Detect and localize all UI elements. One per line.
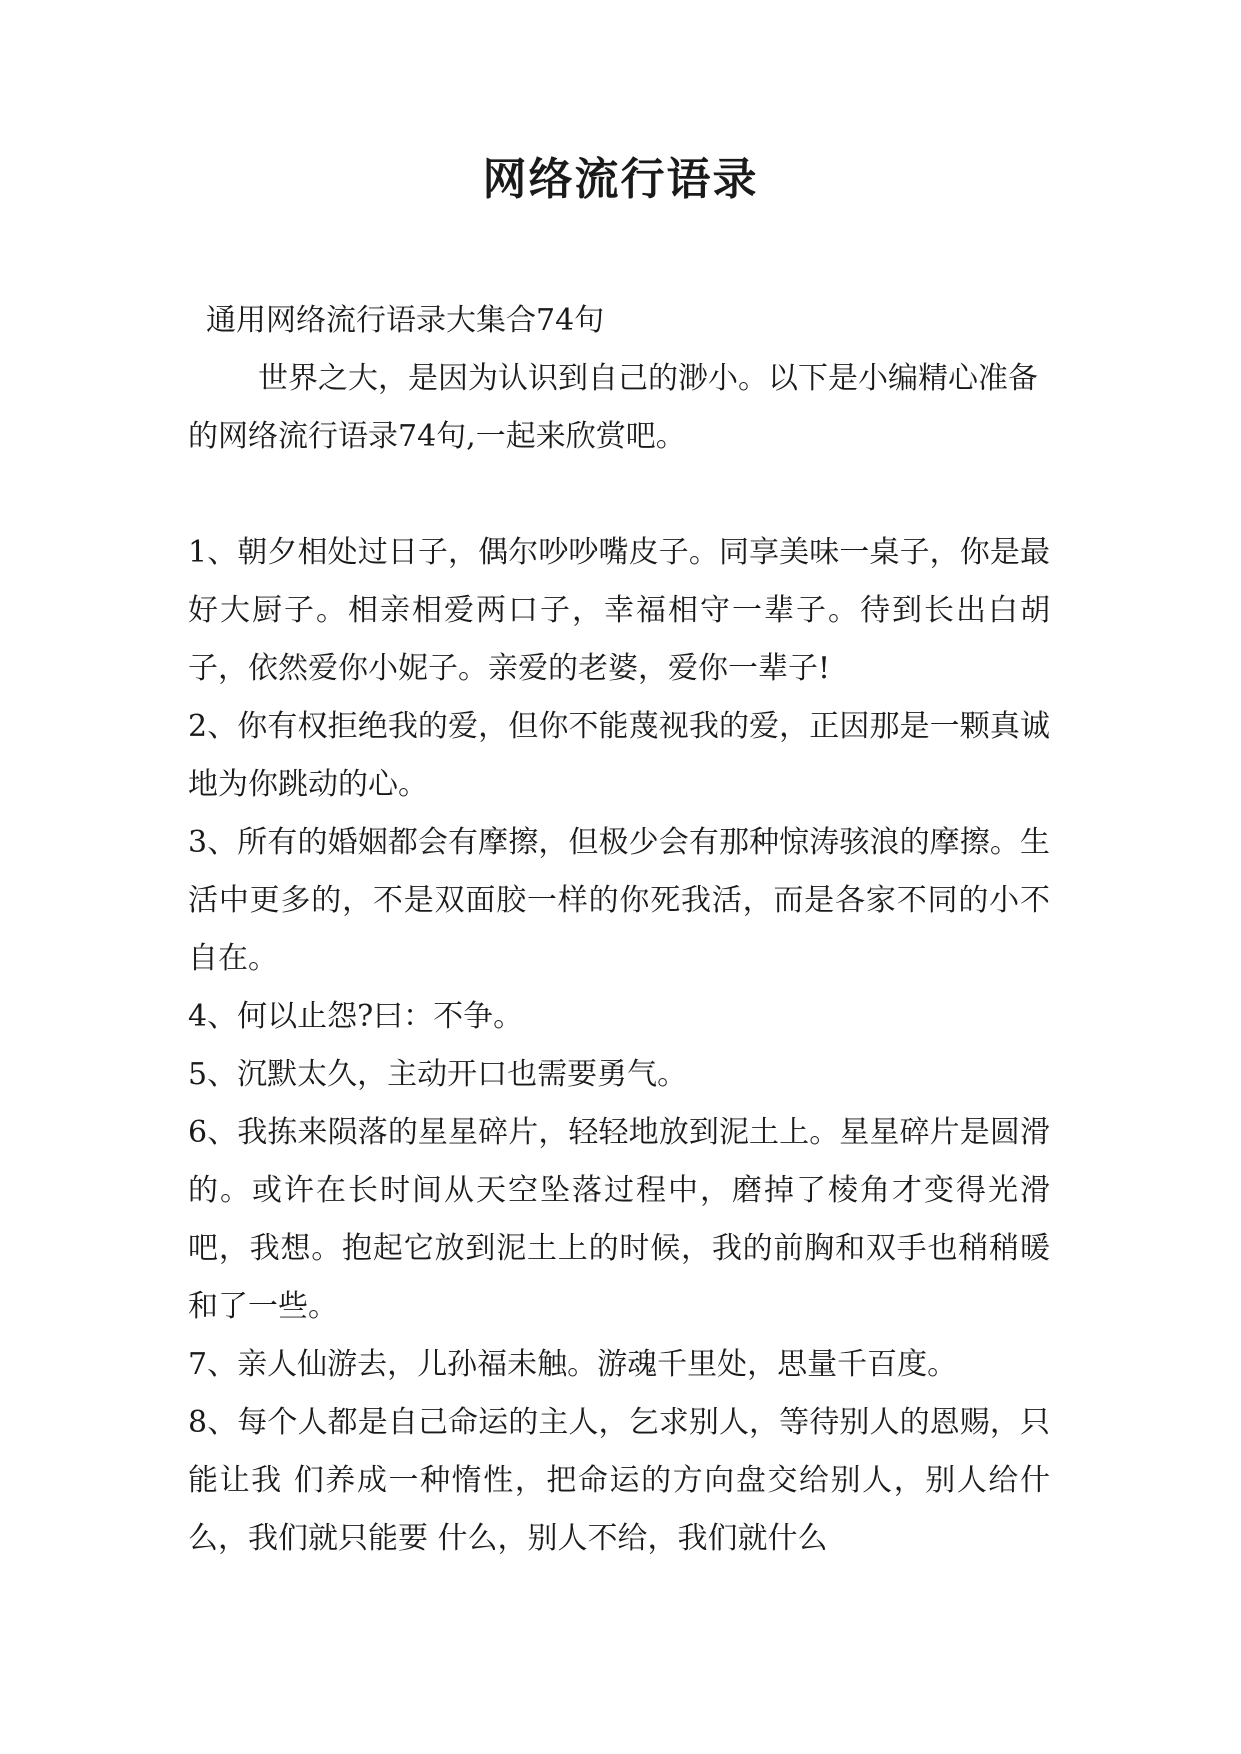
list-item: 1、朝夕相处过日子，偶尔吵吵嘴皮子。同享美味一桌子，你是最好大厨子。相亲相爱两口子，幸福相守一辈子。待到长出白胡子，依然爱你小妮子。亲爱的老婆，爱你一辈子! bbox=[188, 535, 1050, 686]
list-item: 8、每个人都是自己命运的主人，乞求别人，等待别人的恩赐，只能让我 们养成一种惰性，把命运的方向盘交给别人，别人给什么，我们就只能要 什么，别人不给，我们就什么 bbox=[188, 1405, 1050, 1556]
list-item: 7、亲人仙游去，儿孙福未触。游魂千里处，思量千百度。 bbox=[188, 1347, 958, 1382]
list-item: 4、何以止怨?曰：不争。 bbox=[188, 999, 524, 1034]
document-title: 网络流行语录 bbox=[482, 154, 759, 205]
list-item: 6、我拣来陨落的星星碎片，轻轻地放到泥土上。星星碎片是圆滑的。或许在长时间从天空坠落过程中，磨掉了棱角才变得光滑吧，我想。抱起它放到泥土上的时候，我的前胸和双手也稍稍暖和了一些。 bbox=[188, 1115, 1050, 1324]
list-item: 2、你有权拒绝我的爱，但你不能蔑视我的爱，正因那是一颗真诚地为你跳动的心。 bbox=[188, 709, 1050, 802]
document-subtitle: 通用网络流行语录大集合74句 bbox=[206, 303, 605, 338]
document-body bbox=[188, 292, 1050, 1568]
list-item: 3、所有的婚姻都会有摩擦，但极少会有那种惊涛骇浪的摩擦。生活中更多的，不是双面胶一样的你死我活，而是各家不同的小不自在。 bbox=[188, 825, 1050, 976]
intro-paragraph: 世界之大，是因为认识到自己的渺小。以下是小编精心准备的网络流行语录74句,一起来欣赏吧。 bbox=[188, 361, 1038, 454]
list-item: 5、沉默太久，主动开口也需要勇气。 bbox=[188, 1057, 688, 1092]
paragraph-spacer bbox=[188, 466, 1050, 524]
